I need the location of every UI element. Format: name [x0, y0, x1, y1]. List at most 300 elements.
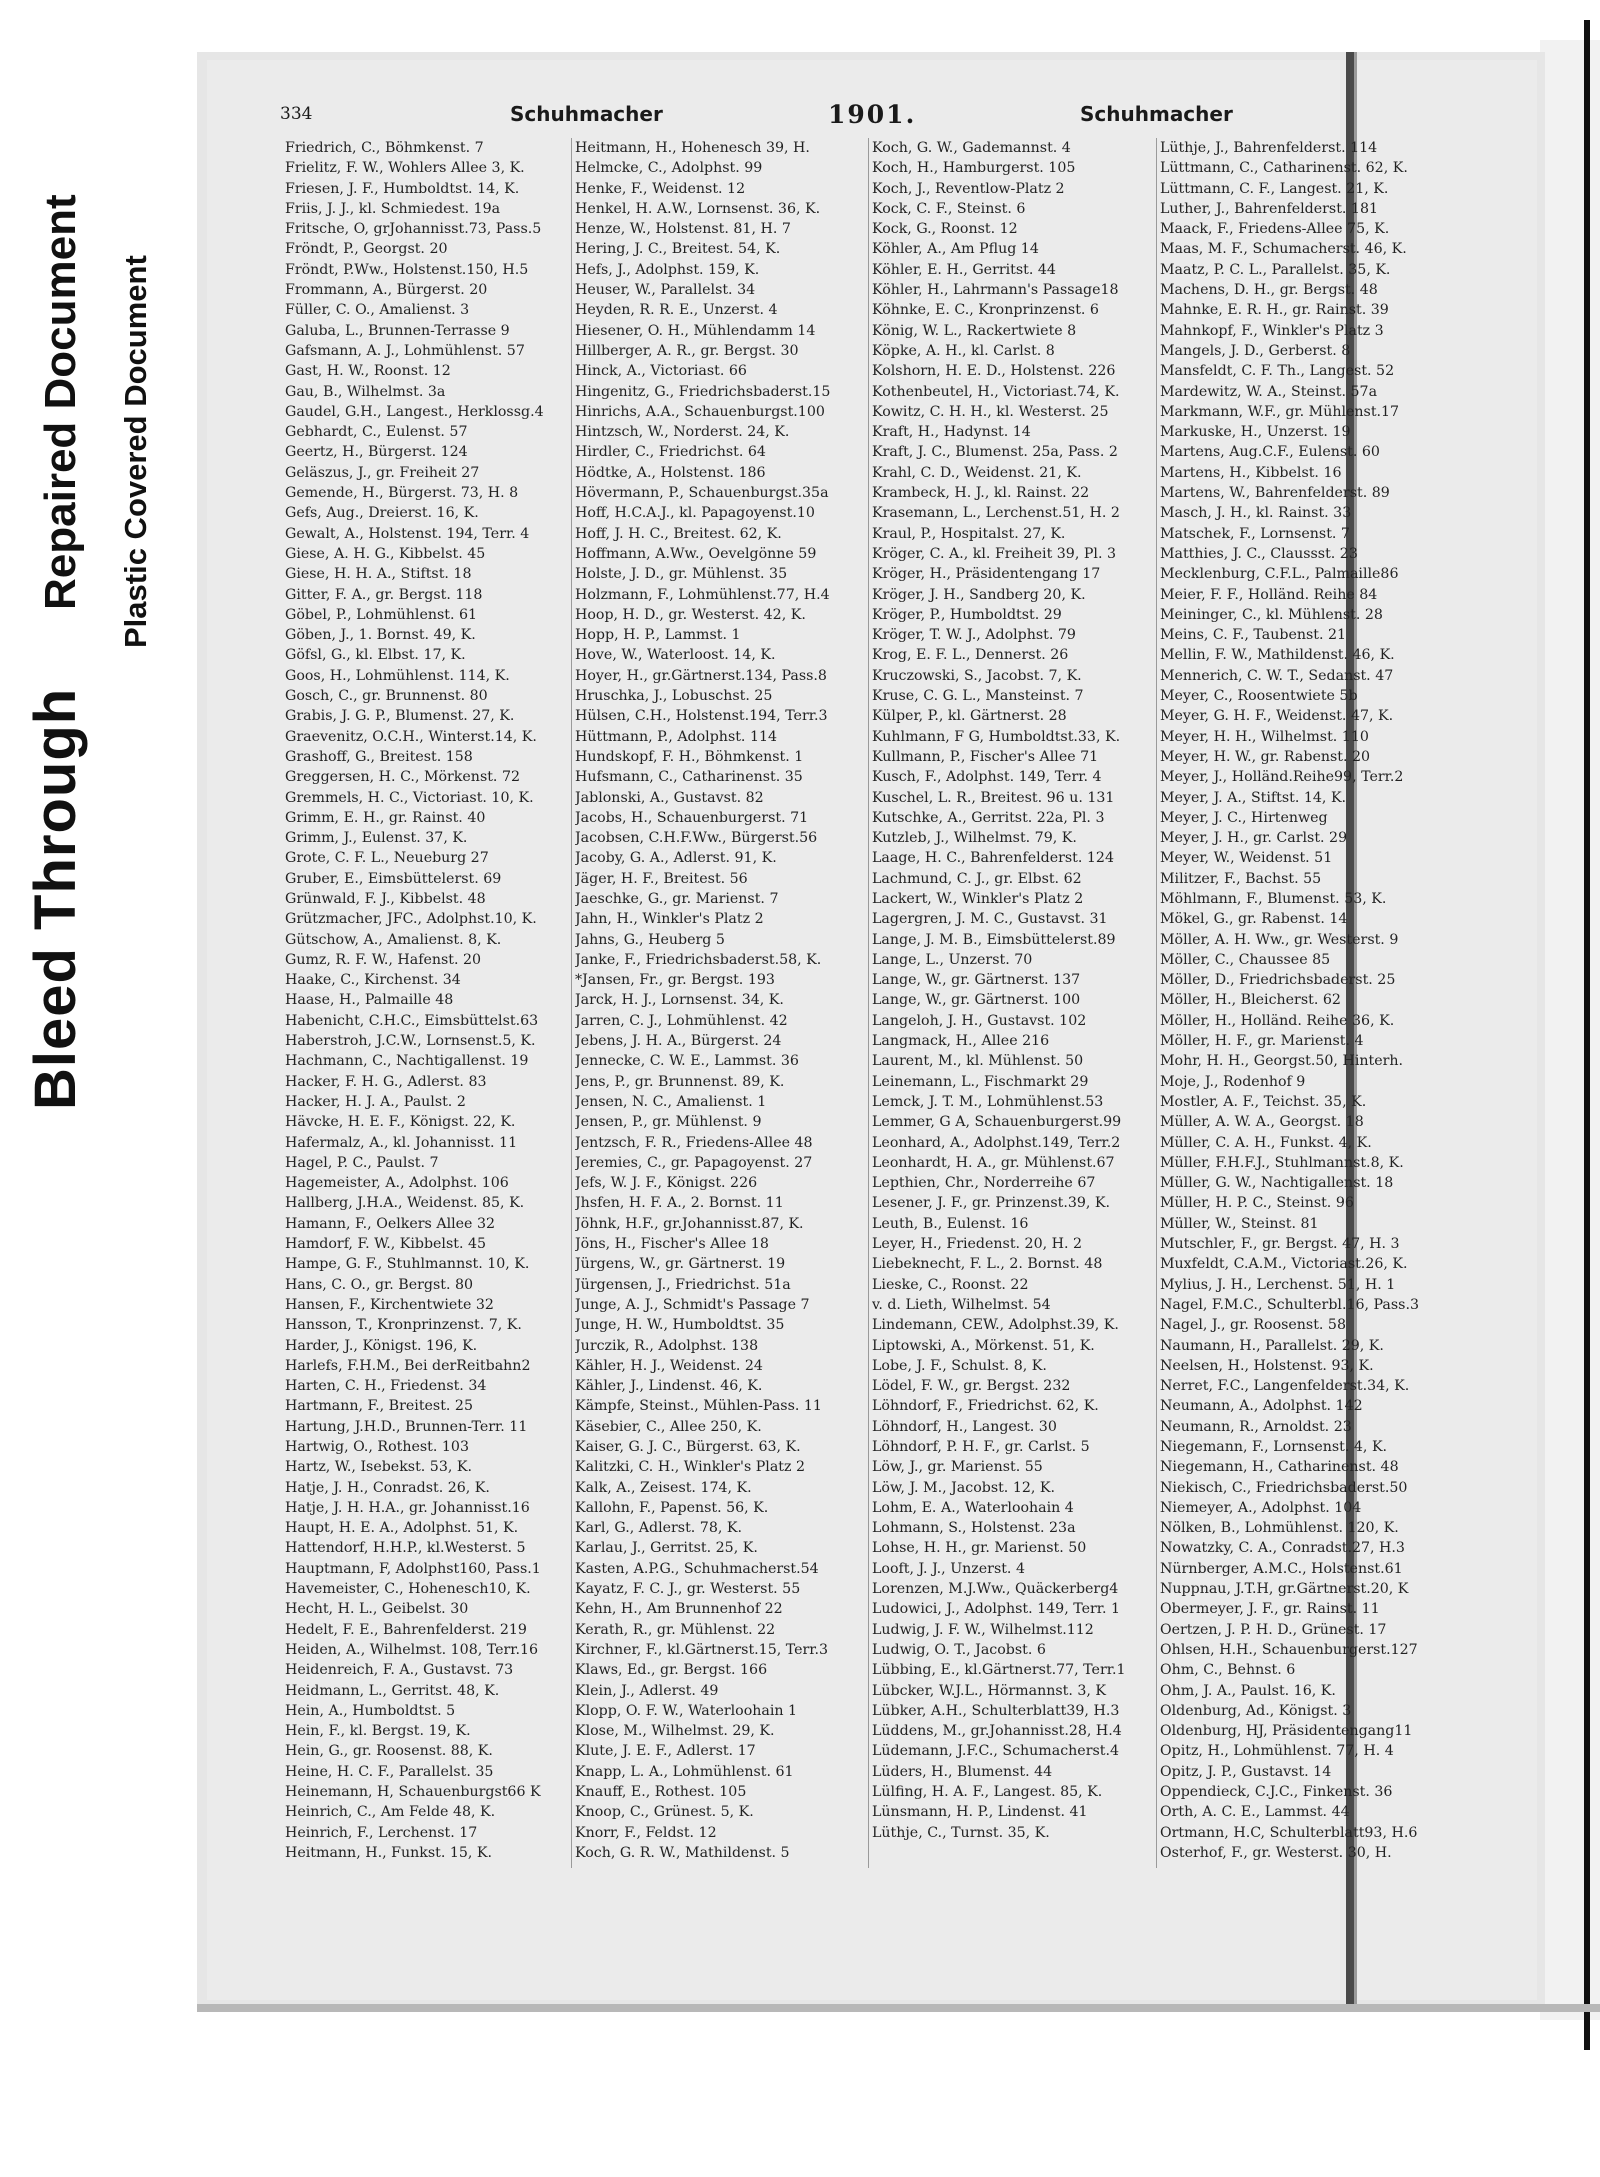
directory-entry: Kasten, A.P.G., Schuhmacherst.54 [575, 1560, 819, 1577]
directory-entry: Jarren, C. J., Lohmühlenst. 42 [575, 1012, 788, 1029]
directory-entry: Harder, J., Königst. 196, K. [285, 1337, 478, 1354]
directory-entry: Grünwald, F. J., Kibbelst. 48 [285, 890, 486, 907]
directory-entry: Hoff, H.C.A.J., kl. Papagoyenst.10 [575, 505, 815, 522]
directory-entry: Liptowski, A., Mörkenst. 51, K. [872, 1337, 1095, 1354]
directory-entry: Kowitz, C. H. H., kl. Westerst. 25 [872, 403, 1109, 420]
directory-entry: Nowatzky, C. A., Conradst.27, H.3 [1160, 1540, 1405, 1557]
bleed-through-label: Bleed Through [23, 687, 88, 1110]
directory-entry: Mökel, G., gr. Rabenst. 14 [1160, 911, 1348, 928]
page-bottom-edge [197, 2004, 1600, 2012]
directory-entry: Klute, J. E. F., Adlerst. 17 [575, 1743, 756, 1760]
directory-entry: Hundskopf, F. H., Böhmkenst. 1 [575, 748, 804, 765]
directory-entry: Hefs, J., Adolphst. 159, K. [575, 261, 760, 278]
directory-entry: Hallberg, J.H.A., Weidenst. 85, K. [285, 1195, 525, 1212]
directory-entry: Haake, C., Kirchenst. 34 [285, 972, 461, 989]
directory-entry: Lesener, J. F., gr. Prinzenst.39, K. [872, 1195, 1111, 1212]
directory-entry: Lackert, W., Winkler's Platz 2 [872, 890, 1084, 907]
directory-entry: Kähler, H. J., Weidenst. 24 [575, 1357, 763, 1374]
directory-entry: Nölken, B., Lohmühlenst. 120, K. [1160, 1520, 1399, 1537]
directory-entry: Heuser, W., Parallelst. 34 [575, 282, 756, 299]
directory-entry: Hillberger, A. R., gr. Bergst. 30 [575, 342, 799, 359]
directory-entry: Fritsche, O, grJohannisst.73, Pass.5 [285, 221, 542, 238]
directory-entry: Kothenbeutel, H., Victoriast.74, K. [872, 383, 1120, 400]
directory-entry: Gitter, F. A., gr. Bergst. 118 [285, 586, 483, 603]
directory-entry: Kröger, T. W. J., Adolphst. 79 [872, 627, 1076, 644]
directory-entry: Friedrich, C., Böhmkenst. 7 [285, 140, 484, 156]
directory-entry: Hoyer, H., gr.Gärtnerst.134, Pass.8 [575, 667, 827, 684]
directory-entry: Koch, G. W., Gademannst. 4 [872, 140, 1071, 156]
directory-entry: Hirdler, C., Friedrichst. 64 [575, 444, 766, 461]
directory-entry: Havemeister, C., Hohenesch10, K. [285, 1581, 531, 1598]
directory-entry: Meyer, W., Weidenst. 51 [1160, 850, 1333, 867]
directory-entry: Heine, H. C. F., Parallelst. 35 [285, 1763, 494, 1780]
directory-entry: Oertzen, J. P. H. D., Grünest. 17 [1160, 1621, 1387, 1638]
directory-entry: Göben, J., 1. Bornst. 49, K. [285, 627, 476, 644]
directory-entry: Müller, F.H.F.J., Stuhlmannst.8, K. [1160, 1154, 1404, 1171]
directory-entry: Gast, H. W., Roonst. 12 [285, 363, 451, 380]
directory-entry: Frommann, A., Bürgerst. 20 [285, 282, 488, 299]
directory-entry: Maas, M. F., Schumacherst. 46, K. [1160, 241, 1407, 258]
directory-entry: Hans, C. O., gr. Bergst. 80 [285, 1276, 474, 1293]
directory-entry: Hartz, W., Isebekst. 53, K. [285, 1459, 472, 1476]
scan-edge-line [1584, 20, 1590, 2050]
directory-entry: Heyden, R. R. E., Unzerst. 4 [575, 302, 778, 319]
directory-entry: Lüthje, J., Bahrenfelderst. 114 [1160, 140, 1378, 156]
directory-entry: Hödtke, A., Holstenst. 186 [575, 464, 766, 481]
directory-entry: Lübcker, W.J.L., Hörmannst. 3, K [872, 1682, 1107, 1699]
directory-entry: Kämpfe, Steinst., Mühlen-Pass. 11 [575, 1398, 822, 1415]
directory-entry: Niemeyer, A., Adolphst. 104 [1160, 1499, 1362, 1516]
header-left-title: Schuhmacher [510, 102, 663, 126]
directory-entry: Holzmann, F., Lohmühlenst.77, H.4 [575, 586, 830, 603]
directory-entry: Grabis, J. G. P., Blumenst. 27, K. [285, 708, 515, 725]
directory-entry: Machens, D. H., gr. Bergst. 48 [1160, 282, 1378, 299]
directory-entry: Hintzsch, W., Norderst. 24, K. [575, 424, 790, 441]
directory-entry: Kraft, H., Hadynst. 14 [872, 424, 1031, 441]
directory-entry: Liebeknecht, F. L., 2. Bornst. 48 [872, 1256, 1103, 1273]
directory-entry: Hansen, F., Kirchentwiete 32 [285, 1296, 494, 1313]
directory-entry: Moje, J., Rodenhof 9 [1160, 1073, 1306, 1090]
directory-entry: Maack, F., Friedens-Allee 75, K. [1160, 221, 1390, 238]
directory-entry: Karl, G., Adlerst. 78, K. [575, 1520, 742, 1537]
directory-entry: Helmcke, C., Adolphst. 99 [575, 160, 763, 177]
directory-entry: Jurczik, R., Adolphst. 138 [575, 1337, 759, 1354]
directory-entry: Knorr, F., Feldst. 12 [575, 1824, 717, 1841]
header-year: 1901. [828, 100, 917, 129]
directory-entry: Klopp, O. F. W., Waterloohain 1 [575, 1702, 798, 1719]
directory-entry: Meyer, C., Roosentwiete 5b [1160, 688, 1358, 705]
directory-entry: Martens, W., Bahrenfelderst. 89 [1160, 485, 1390, 502]
directory-entry: Hering, J. C., Breitest. 54, K. [575, 241, 781, 258]
directory-entry: Hoff, J. H. C., Breitest. 62, K. [575, 525, 782, 542]
directory-entry: Jensen, P., gr. Mühlenst. 9 [575, 1114, 762, 1131]
directory-entry: Lüddens, M., gr.Johannisst.28, H.4 [872, 1723, 1122, 1740]
directory-entry: Lüttmann, C., Catharinenst. 62, K. [1160, 160, 1408, 177]
directory-entry: Galuba, L., Brunnen-Terrasse 9 [285, 322, 510, 339]
directory-entry: Kröger, H., Präsidentengang 17 [872, 566, 1101, 583]
directory-entry: Hinck, A., Victoriast. 66 [575, 363, 747, 380]
directory-entry: Lödel, F. W., gr. Bergst. 232 [872, 1378, 1071, 1395]
directory-entry: Hacker, H. J. A., Paulst. 2 [285, 1093, 466, 1110]
directory-entry: Masch, J. H., kl. Rainst. 33 [1160, 505, 1352, 522]
directory-entry: Kock, G., Roonst. 12 [872, 221, 1018, 238]
directory-entry: Löhndorf, H., Langest. 30 [872, 1418, 1057, 1435]
directory-entry: Ohm, C., Behnst. 6 [1160, 1662, 1296, 1679]
directory-entry: Meyer, H. H., Wilhelmst. 110 [1160, 728, 1369, 745]
directory-entry: Laurent, M., kl. Mühlenst. 50 [872, 1053, 1084, 1070]
directory-entry: Heidmann, L., Gerritst. 48, K. [285, 1682, 500, 1699]
directory-entry: Oppendieck, C.J.C., Finkenst. 36 [1160, 1784, 1393, 1801]
directory-entry: Markuske, H., Unzerst. 19 [1160, 424, 1351, 441]
directory-entry: Neumann, R., Arnoldst. 23 [1160, 1418, 1352, 1435]
directory-entry: Löw, J., gr. Marienst. 55 [872, 1459, 1043, 1476]
directory-entry: Henke, F., Weidenst. 12 [575, 180, 746, 197]
directory-entry: Graevenitz, O.C.H., Winterst.14, K. [285, 728, 537, 745]
directory-entry: Neumann, A., Adolphst. 142 [1160, 1398, 1363, 1415]
directory-entry: Grimm, J., Eulenst. 37, K. [285, 830, 468, 847]
directory-entry: Kröger, P., Humboldtst. 29 [872, 606, 1062, 623]
directory-entry: Janke, F., Friedrichsbaderst.58, K. [575, 951, 822, 968]
directory-entry: Hülsen, C.H., Holstenst.194, Terr.3 [575, 708, 828, 725]
directory-entry: Hagel, P. C., Paulst. 7 [285, 1154, 439, 1171]
directory-entry: Meyer, J. A., Stiftst. 14, K. [1160, 789, 1347, 806]
directory-entry: Jacobsen, C.H.F.Ww., Bürgerst.56 [575, 830, 818, 847]
directory-entry: Leyer, H., Friedenst. 20, H. 2 [872, 1236, 1083, 1253]
directory-entry: Lange, W., gr. Gärtnerst. 137 [872, 972, 1081, 989]
directory-entry: Frielitz, F. W., Wohlers Allee 3, K. [285, 160, 525, 177]
directory-entry: Kallohn, F., Papenst. 56, K. [575, 1499, 769, 1516]
directory-entry: Hartung, J.H.D., Brunnen-Terr. 11 [285, 1418, 528, 1435]
directory-entry: Habenicht, C.H.C., Eimsbüttelst.63 [285, 1012, 539, 1029]
directory-entry: Kutschke, A., Gerritst. 22a, Pl. 3 [872, 809, 1105, 826]
directory-entry: Ludwig, J. F. W., Wilhelmst.112 [872, 1621, 1094, 1638]
directory-entry: Jennecke, C. W. E., Lammst. 36 [575, 1053, 799, 1070]
directory-entry: Mellin, F. W., Mathildenst. 46, K. [1160, 647, 1395, 664]
directory-entry: Maatz, P. C. L., Parallelst. 35, K. [1160, 261, 1391, 278]
directory-entry: Hinrichs, A.A., Schauenburgst.100 [575, 403, 825, 420]
directory-entry: Hauptmann, F, Adolphst160, Pass.1 [285, 1560, 541, 1577]
directory-entry: Henze, W., Holstenst. 81, H. 7 [575, 221, 791, 238]
directory-entry: Jöhnk, H.F., gr.Johannisst.87, K. [575, 1215, 804, 1232]
directory-entry: Jeremies, C., gr. Papagoyenst. 27 [575, 1154, 813, 1171]
directory-entry: Köhler, H., Lahrmann's Passage18 [872, 282, 1119, 299]
directory-entry: Lübbing, E., kl.Gärtnerst.77, Terr.1 [872, 1662, 1126, 1679]
directory-entry: Mardewitz, W. A., Steinst. 57a [1160, 383, 1378, 400]
directory-entry: Kolshorn, H. E. D., Holstenst. 226 [872, 363, 1116, 380]
directory-entry: Hartwig, O., Rothest. 103 [285, 1439, 469, 1455]
directory-entry: Hartmann, F., Breitest. 25 [285, 1398, 473, 1415]
directory-entry: Lüders, H., Blumenst. 44 [872, 1763, 1053, 1780]
directory-entry: Müller, A. W. A., Georgst. 18 [1160, 1114, 1364, 1131]
directory-entry: Harten, C. H., Friedenst. 34 [285, 1378, 487, 1395]
directory-entry: Lobe, J. F., Schulst. 8, K. [872, 1357, 1047, 1374]
directory-entry: Meyer, J., Holländ.Reihe99, Terr.2 [1160, 769, 1404, 786]
directory-entry: Krahl, C. D., Weidenst. 21, K. [872, 464, 1082, 481]
side-labels [0, 0, 195, 1240]
directory-entry: Naumann, H., Parallelst. 29, K. [1160, 1337, 1384, 1354]
directory-entry: Matschek, F., Lornsenst. 7 [1160, 525, 1350, 542]
directory-entry: Mecklenburg, C.F.L., Palmaille86 [1160, 566, 1399, 583]
directory-entry: Koch, G. R. W., Mathildenst. 5 [575, 1844, 790, 1861]
directory-entry: Lepthien, Chr., Norderreihe 67 [872, 1175, 1096, 1192]
directory-entry: Lange, W., gr. Gärtnerst. 100 [872, 992, 1081, 1009]
directory-entry: Hävcke, H. E. F., Königst. 22, K. [285, 1114, 516, 1131]
directory-entry: Hüttmann, P., Adolphst. 114 [575, 728, 778, 745]
directory-entry: Müller, W., Steinst. 81 [1160, 1215, 1319, 1232]
directory-entry: Nagel, J., gr. Roosenst. 58 [1160, 1317, 1346, 1334]
directory-entry: Hove, W., Waterloost. 14, K. [575, 647, 776, 664]
directory-entry: Opitz, J. P., Gustavst. 14 [1160, 1763, 1332, 1780]
directory-entry: Mahnke, E. R. H., gr. Rainst. 39 [1160, 302, 1389, 319]
directory-entry: Kähler, J., Lindenst. 46, K. [575, 1378, 763, 1395]
directory-entry: Mennerich, C. W. T., Sedanst. 47 [1160, 667, 1394, 684]
directory-entry: Kuhlmann, F G, Humboldtst.33, K. [872, 728, 1121, 745]
directory-entry: Knapp, L. A., Lohmühlenst. 61 [575, 1763, 794, 1780]
directory-entry: Leinemann, L., Fischmarkt 29 [872, 1073, 1089, 1090]
directory-entry: Lüdemann, J.F.C., Schumacherst.4 [872, 1743, 1119, 1760]
directory-entry: Mutschler, F., gr. Bergst. 47, H. 3 [1160, 1236, 1400, 1253]
directory-entry: Obermeyer, J. F., gr. Rainst. 11 [1160, 1601, 1380, 1618]
directory-entry: Lagergren, J. M. C., Gustavst. 31 [872, 911, 1108, 928]
directory-entry: Hedelt, F. E., Bahrenfelderst. 219 [285, 1621, 527, 1638]
directory-entry: Niegemann, H., Catharinenst. 48 [1160, 1459, 1399, 1476]
directory-entry: Langeloh, J. H., Gustavst. 102 [872, 1012, 1087, 1029]
directory-entry: Hatje, J. H. H.A., gr. Johannisst.16 [285, 1499, 530, 1516]
directory-entry: Knauff, E., Rothest. 105 [575, 1784, 747, 1801]
directory-entry: Lemmer, G A, Schauenburgerst.99 [872, 1114, 1122, 1131]
directory-entry: Mostler, A. F., Teichst. 35, K. [1160, 1093, 1367, 1110]
directory-entry: Kusch, F., Adolphst. 149, Terr. 4 [872, 769, 1102, 786]
directory-entry: Friesen, J. F., Humboldtst. 14, K. [285, 180, 520, 197]
directory-entry: Hiesener, O. H., Mühlendamm 14 [575, 322, 816, 339]
directory-entry: Hein, F., kl. Bergst. 19, K. [285, 1723, 471, 1740]
directory-entry: Fröndt, P., Georgst. 20 [285, 241, 448, 258]
directory-entry: Gremmels, H. C., Victoriast. 10, K. [285, 789, 534, 806]
directory-entry: Lohse, H. H., gr. Marienst. 50 [872, 1540, 1087, 1557]
directory-entry: Haase, H., Palmaille 48 [285, 992, 454, 1009]
directory-entry: Meyer, J. H., gr. Carlst. 29 [1160, 830, 1348, 847]
directory-entry: Gruber, E., Eimsbüttelerst. 69 [285, 870, 502, 887]
directory-entry: Jürgens, W., gr. Gärtnerst. 19 [575, 1256, 786, 1273]
directory-entry: Ohlsen, H.H., Schauenburgerst.127 [1160, 1641, 1418, 1658]
directory-entry: Müller, G. W., Nachtigallenst. 18 [1160, 1175, 1394, 1192]
directory-column-3 [872, 138, 1160, 1843]
directory-entry: Göfsl, G., kl. Elbst. 17, K. [285, 647, 466, 664]
directory-entry: Krog, E. F. L., Dennerst. 26 [872, 647, 1069, 664]
directory-entry: Grimm, E. H., gr. Rainst. 40 [285, 809, 486, 826]
directory-entry: Gau, B., Wilhelmst. 3a [285, 383, 446, 400]
directory-entry: Kalk, A., Zeisest. 174, K. [575, 1479, 752, 1496]
directory-entry: Köhler, A., Am Pflug 14 [872, 241, 1039, 258]
directory-entry: Grützmacher, JFC., Adolphst.10, K. [285, 911, 537, 928]
directory-entry: Mangels, J. D., Gerberst. 8 [1160, 342, 1351, 359]
column-divider [868, 138, 869, 1868]
directory-entry: Haupt, H. E. A., Adolphst. 51, K. [285, 1520, 519, 1537]
directory-entry: Ludowici, J., Adolphst. 149, Terr. 1 [872, 1601, 1121, 1618]
directory-entry: Kayatz, F. C. J., gr. Westerst. 55 [575, 1581, 801, 1598]
directory-entry: Jarck, H. J., Lornsenst. 34, K. [575, 992, 784, 1009]
directory-entry: Kaiser, G. J. C., Bürgerst. 63, K. [575, 1439, 801, 1455]
directory-entry: Hansson, T., Kronprinzenst. 7, K. [285, 1317, 522, 1334]
directory-entry: Haberstroh, J.C.W., Lornsenst.5, K. [285, 1033, 536, 1050]
directory-entry: Möller, D., Friedrichsbaderst. 25 [1160, 972, 1396, 989]
directory-entry: Grote, C. F. L., Neueburg 27 [285, 850, 489, 867]
directory-entry: Möller, H., Holländ. Reihe 36, K. [1160, 1012, 1395, 1029]
directory-entry: Füller, C. O., Amalienst. 3 [285, 302, 470, 319]
directory-entry: Klaws, Ed., gr. Bergst. 166 [575, 1662, 768, 1679]
directory-entry: Lüthje, C., Turnst. 35, K. [872, 1824, 1050, 1841]
directory-entry: Kuschel, L. R., Breitest. 96 u. 131 [872, 789, 1115, 806]
directory-entry: Gütschow, A., Amalienst. 8, K. [285, 931, 502, 948]
directory-entry: Kruse, C. G. L., Mansteinst. 7 [872, 688, 1084, 705]
directory-entry: Köhnke, E. C., Kronprinzenst. 6 [872, 302, 1099, 319]
directory-entry: Hecht, H. L., Geibelst. 30 [285, 1601, 469, 1618]
directory-entry: Junge, H. W., Humboldtst. 35 [575, 1317, 785, 1334]
directory-entry: Jöns, H., Fischer's Allee 18 [575, 1236, 769, 1253]
directory-entry: Jens, P., gr. Brunnenst. 89, K. [575, 1073, 785, 1090]
directory-entry: Looft, J. J., Unzerst. 4 [872, 1560, 1025, 1577]
directory-entry: Giese, H. H. A., Stiftst. 18 [285, 566, 472, 583]
directory-entry: Lorenzen, M.J.Ww., Quäckerberg4 [872, 1581, 1119, 1598]
directory-entry: Lübker, A.H., Schulterblatt39, H.3 [872, 1702, 1120, 1719]
directory-column-1 [285, 138, 573, 1863]
directory-entry: Hein, A., Humboldtst. 5 [285, 1702, 456, 1719]
directory-column-2 [575, 138, 863, 1863]
directory-entry: Lange, J. M. B., Eimsbüttelerst.89 [872, 931, 1116, 948]
directory-entry: Möller, H., Bleicherst. 62 [1160, 992, 1341, 1009]
directory-entry: Henkel, H. A.W., Lornsenst. 36, K. [575, 200, 821, 217]
directory-entry: Luther, J., Bahrenfelderst. 181 [1160, 200, 1379, 217]
directory-entry: Ohm, J. A., Paulst. 16, K. [1160, 1682, 1336, 1699]
directory-entry: Jebens, J. H. A., Bürgerst. 24 [575, 1033, 782, 1050]
directory-entry: Möller, A. H. Ww., gr. Westerst. 9 [1160, 931, 1399, 948]
directory-entry: Karlau, J., Gerritst. 25, K. [575, 1540, 758, 1557]
directory-entry: Löhndorf, F., Friedrichst. 62, K. [872, 1398, 1099, 1415]
directory-entry: Jahn, H., Winkler's Platz 2 [575, 911, 764, 928]
directory-entry: Lange, L., Unzerst. 70 [872, 951, 1033, 968]
directory-entry: Heidenreich, F. A., Gustavst. 73 [285, 1662, 514, 1679]
directory-entry: Osterhof, F., gr. Westerst. 30, H. [1160, 1844, 1392, 1861]
directory-entry: Leonhard, A., Adolphst.149, Terr.2 [872, 1134, 1121, 1151]
plastic-covered-label: Plastic Covered Document [118, 255, 153, 648]
directory-entry: Leuth, B., Eulenst. 16 [872, 1215, 1029, 1232]
scan-right-margin [1540, 40, 1600, 2020]
directory-entry: Heinemann, H, Schauenburgst66 K [285, 1784, 541, 1801]
directory-entry: Langmack, H., Allee 216 [872, 1033, 1050, 1050]
directory-entry: Mansfeldt, C. F. Th., Langest. 52 [1160, 363, 1395, 380]
directory-entry: Mylius, J. H., Lerchenst. 51, H. 1 [1160, 1276, 1396, 1293]
directory-entry: Käsebier, C., Allee 250, K. [575, 1418, 762, 1435]
page-number: 334 [280, 104, 313, 124]
directory-entry: Hoop, H. D., gr. Westerst. 42, K. [575, 606, 806, 623]
directory-entry: Kirchner, F., kl.Gärtnerst.15, Terr.3 [575, 1641, 829, 1658]
directory-entry: Gefs, Aug., Dreierst. 16, K. [285, 505, 479, 522]
directory-entry: Gosch, C., gr. Brunnenst. 80 [285, 688, 488, 705]
directory-entry: Gafsmann, A. J., Lohmühlenst. 57 [285, 342, 525, 359]
directory-entry: Jacoby, G. A., Adlerst. 91, K. [575, 850, 777, 867]
directory-entry: Meier, F. F., Holländ. Reihe 84 [1160, 586, 1378, 603]
directory-entry: Mahnkopf, F., Winkler's Platz 3 [1160, 322, 1384, 339]
directory-entry: Nerret, F.C., Langenfelderst.34, K. [1160, 1378, 1410, 1395]
directory-entry: Löhndorf, P. H. F., gr. Carlst. 5 [872, 1439, 1090, 1455]
directory-entry: Grashoff, G., Breitest. 158 [285, 748, 473, 765]
directory-entry: Jahns, G., Heuberg 5 [575, 931, 725, 948]
directory-entry: König, W. L., Rackertwiete 8 [872, 322, 1077, 339]
directory-entry: Göbel, P., Lohmühlenst. 61 [285, 606, 478, 623]
directory-entry: Geertz, H., Bürgerst. 124 [285, 444, 468, 461]
directory-entry: Gaudel, G.H., Langest., Herklossg.4 [285, 403, 544, 420]
directory-entry: Harlefs, F.H.M., Bei derReitbahn2 [285, 1357, 531, 1374]
directory-entry: v. d. Lieth, Wilhelmst. 54 [872, 1296, 1051, 1313]
directory-entry: Jürgensen, J., Friedrichst. 51a [575, 1276, 791, 1293]
directory-entry: Jaeschke, G., gr. Marienst. 7 [575, 890, 779, 907]
directory-entry: Goos, H., Lohmühlenst. 114, K. [285, 667, 510, 684]
directory-entry: Hein, G., gr. Roosenst. 88, K. [285, 1743, 493, 1760]
directory-entry: Hingenitz, G., Friedrichsbaderst.15 [575, 383, 831, 400]
directory-entry: Müller, C. A. H., Funkst. 4, K. [1160, 1134, 1372, 1151]
directory-entry: Kalitzki, C. H., Winkler's Platz 2 [575, 1459, 805, 1476]
directory-entry: Krasemann, L., Lerchenst.51, H. 2 [872, 505, 1120, 522]
directory-entry: Meyer, J. C., Hirtenweg [1160, 809, 1328, 826]
directory-entry: Niekisch, C., Friedrichsbaderst.50 [1160, 1479, 1408, 1496]
directory-entry: Klein, J., Adlerst. 49 [575, 1682, 719, 1699]
directory-entry: Heiden, A., Wilhelmst. 108, Terr.16 [285, 1641, 539, 1658]
directory-entry: Kraul, P., Hospitalst. 27, K. [872, 525, 1066, 542]
repaired-document-label: Repaired Document [36, 194, 85, 610]
directory-entry: Hamdorf, F. W., Kibbelst. 45 [285, 1236, 487, 1253]
directory-entry: Hoffmann, A.Ww., Oevelgönne 59 [575, 545, 817, 562]
directory-entry: Knoop, C., Grünest. 5, K. [575, 1804, 754, 1821]
directory-entry: Friis, J. J., kl. Schmiedest. 19a [285, 200, 501, 217]
directory-entry: Ludwig, O. T., Jacobst. 6 [872, 1641, 1046, 1658]
directory-entry: Hamann, F., Oelkers Allee 32 [285, 1215, 496, 1232]
directory-entry: Meyer, G. H. F., Weidenst. 47, K. [1160, 708, 1394, 725]
directory-entry: Matthies, J. C., Claussst. 23 [1160, 545, 1358, 562]
directory-entry: Lohm, E. A., Waterloohain 4 [872, 1499, 1074, 1516]
directory-entry: Lindemann, CEW., Adolphst.39, K. [872, 1317, 1119, 1334]
directory-entry: Jhsfen, H. F. A., 2. Bornst. 11 [575, 1195, 784, 1212]
directory-column-4 [1160, 138, 1448, 1863]
directory-entry: Martens, H., Kibbelst. 16 [1160, 464, 1342, 481]
directory-entry: Giese, A. H. G., Kibbelst. 45 [285, 545, 486, 562]
directory-entry: Opitz, H., Lohmühlenst. 77, H. 4 [1160, 1743, 1394, 1760]
directory-entry: Gewalt, A., Holstenst. 194, Terr. 4 [285, 525, 530, 542]
directory-entry: Hopp, H. P., Lammst. 1 [575, 627, 741, 644]
directory-entry: Köhler, E. H., Gerritst. 44 [872, 261, 1056, 278]
directory-entry: Jablonski, A., Gustavst. 82 [575, 789, 764, 806]
directory-entry: Gemende, H., Bürgerst. 73, H. 8 [285, 485, 519, 502]
directory-entry: Lachmund, C. J., gr. Elbst. 62 [872, 870, 1082, 887]
directory-entry: Oldenburg, Ad., Königst. 3 [1160, 1702, 1352, 1719]
directory-entry: Kullmann, P., Fischer's Allee 71 [872, 748, 1099, 765]
directory-entry: Gebhardt, C., Eulenst. 57 [285, 424, 468, 441]
directory-entry: Kröger, C. A., kl. Freiheit 39, Pl. 3 [872, 545, 1116, 562]
directory-entry: Neelsen, H., Holstenst. 93, K. [1160, 1357, 1374, 1374]
directory-entry: Hafermalz, A., kl. Johannisst. 11 [285, 1134, 518, 1151]
directory-entry: Nürnberger, A.M.C., Holstenst.61 [1160, 1560, 1403, 1577]
directory-entry: Nuppnau, J.T.H, gr.Gärtnerst.20, K [1160, 1581, 1409, 1598]
directory-entry: Jäger, H. F., Breitest. 56 [575, 870, 748, 887]
directory-entry: Meins, C. F., Taubenst. 21 [1160, 627, 1347, 644]
directory-entry: Koch, H., Hamburgerst. 105 [872, 160, 1076, 177]
directory-entry: Möller, C., Chaussee 85 [1160, 951, 1331, 968]
directory-entry: Meininger, C., kl. Mühlenst. 28 [1160, 606, 1383, 623]
directory-entry: Fröndt, P.Ww., Holstenst.150, H.5 [285, 261, 529, 278]
directory-entry: Hattendorf, H.H.P., kl.Westerst. 5 [285, 1540, 526, 1557]
directory-entry: Leonhardt, H. A., gr. Mühlenst.67 [872, 1154, 1115, 1171]
directory-entry: Jentzsch, F. R., Friedens-Allee 48 [575, 1134, 813, 1151]
directory-entry: Militzer, F., Bachst. 55 [1160, 870, 1322, 887]
